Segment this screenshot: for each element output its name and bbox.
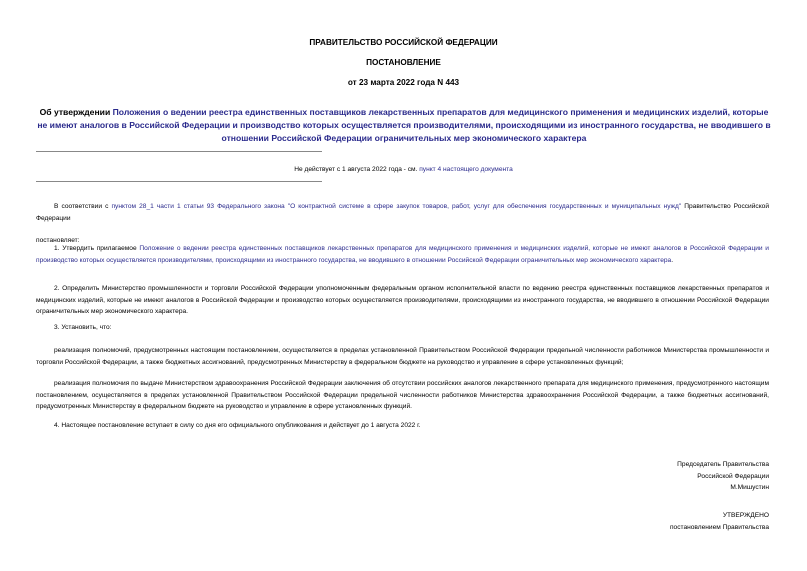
paragraph-1 xyxy=(36,243,769,266)
paragraph-3b: реализация полномочия по выдаче Министерством здравоохранения Российской Федерации заключения об отсутствии российских аналогов лекарственного препарата для медицинского применения, предусмотренного настоящим постановлением, осуществляется в пределах установленной Правительством Российской Федерации предельной численности работников Министерства здравоохранения Российской Федерации, а также бюджетных ассигнований, предусмотренных Министерству в федеральном бюджете на руководство и управление в сфере установленных функций. xyxy=(36,380,769,410)
divider-top xyxy=(36,151,322,152)
paragraph-3a: реализация полномочий, предусмотренных настоящим постановлением, осуществляется в пределах установленной Правительством Российской Федерации предельной численности работников Министерства промышленности и торговли Российской Федерации, а также бюджетных ассигнований, предусмотренных Министерству в федеральном бюджете на руководство и управление в сфере установленных функций; xyxy=(36,347,769,366)
signature-name: М.Мишустин xyxy=(730,484,769,491)
document-title xyxy=(36,106,772,145)
government-heading: ПРАВИТЕЛЬСТВО РОССИЙСКОЙ ФЕДЕРАЦИИ xyxy=(309,38,498,47)
validity-note xyxy=(0,166,807,173)
paragraph-3: 3. Установить, что: xyxy=(54,324,112,331)
paragraph-basis xyxy=(36,201,769,224)
signature-block xyxy=(677,459,769,494)
note-link[interactable]: пункт 4 настоящего документа xyxy=(419,166,513,173)
p1-pre: В соответствии с xyxy=(54,203,112,210)
decrees-label: постановляет: xyxy=(36,237,80,244)
p2-pre: 1. Утвердить прилагаемое xyxy=(54,245,140,252)
title-prefix: Об утверждении xyxy=(39,107,113,117)
approved-block xyxy=(670,510,769,533)
title-link[interactable]: Положения о ведении реестра единственных поставщиков лекарственных препаратов для медицинского применения и медицинских изделий, которые не имеют аналогов в Российской Федерации и производство которых осуществляется производителями, происходящими из иностранного государства, не вводившего в отношении Российской Федерации ограничительных мер экономического характера xyxy=(37,107,771,143)
approved-label: УТВЕРЖДЕНО xyxy=(722,512,769,519)
p1-law-link[interactable]: пунктом 28_1 части 1 статьи 93 Федерального закона "О контрактной системе в сфере закупок товаров, работ, услуг для обеспечения государственных и муниципальных нужд" xyxy=(111,203,682,210)
approved-by: постановлением Правительства xyxy=(669,523,769,531)
date-number: от 23 марта 2022 года N 443 xyxy=(347,78,460,87)
p1-post: Правительство Российской Федерации xyxy=(36,203,770,222)
p2-post: . xyxy=(671,256,674,264)
divider-bottom xyxy=(36,181,322,182)
document-type: ПОСТАНОВЛЕНИЕ xyxy=(366,58,441,67)
signature-title: Председатель Правительства xyxy=(677,461,769,468)
paragraph-2: 2. Определить Министерство промышленности и торговли Российской Федерации уполномоченным федеральным органом исполнительной власти по ведению реестра единственных поставщиков лекарственных препаратов и медицинских изделий, которые не имеют аналогов в Российской Федерации и производство которых осуществляется производителями, происходящими из иностранного государства, не вводившего в отношении Российской Федерации ограничительных мер экономического характера. xyxy=(36,285,769,315)
signature-org: Российской Федерации xyxy=(697,472,769,480)
paragraph-4: 4. Настоящее постановление вступает в силу со дня его официального опубликования и действует до 1 августа 2022 г. xyxy=(54,422,421,429)
p2-regulation-link[interactable]: Положение о ведении реестра единственных поставщиков лекарственных препаратов для медицинского применения и медицинских изделий, которые не имеют аналогов в Российской Федерации и производство которых осуществляется производителями, происходящими из иностранного государства, не вводившего в отношении Российской Федерации ограничительных мер экономического характера xyxy=(36,245,769,264)
note-text: Не действует с 1 августа 2022 года - см. xyxy=(294,166,420,173)
